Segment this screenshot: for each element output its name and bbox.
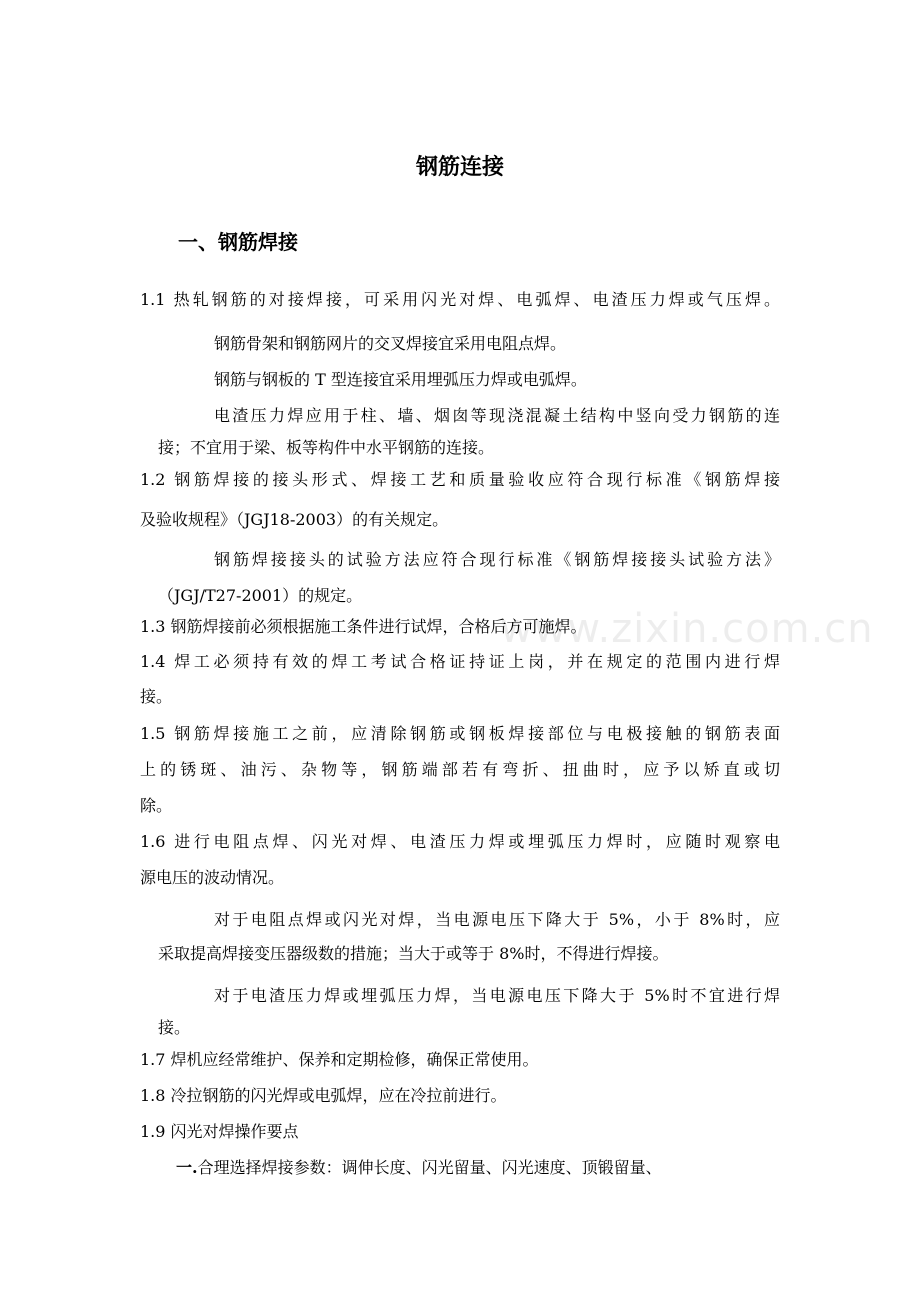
paragraph-line: （JGJ/T27-2001）的规定。 [158, 586, 363, 605]
paragraph-line: 钢筋与钢板的 T 型连接宜采用埋弧压力焊或电弧焊。 [214, 370, 587, 389]
paragraph-line: 1.1 热轧钢筋的对接焊接，可采用闪光对焊、电弧焊、电渣压力焊或气压焊。 [140, 290, 780, 309]
paragraph-line: 采取提高焊接变压器级数的措施；当大于或等于 8%时，不得进行焊接。 [158, 944, 669, 963]
paragraph-line: 上的锈斑、油污、杂物等，钢筋端部若有弯折、扭曲时，应予以矫直或切 [140, 760, 780, 779]
paragraph-line: 1.3 钢筋焊接前必须根据施工条件进行试焊，合格后方可施焊。 [140, 617, 587, 636]
paragraph-line: 1.7 焊机应经常维护、保养和定期检修，确保正常使用。 [140, 1050, 539, 1069]
paragraph-line: 接。 [140, 687, 173, 706]
paragraph-line: 1.6 进行电阻点焊、闪光对焊、电渣压力焊或埋弧压力焊时，应随时观察电 [140, 832, 780, 851]
paragraph-line: 钢筋焊接接头的试验方法应符合现行标准《钢筋焊接接头试验方法》 [214, 550, 780, 569]
paragraph-line: 1.8 冷拉钢筋的闪光焊或电弧焊，应在冷拉前进行。 [140, 1086, 507, 1105]
paragraph-line: 接。 [158, 1018, 191, 1037]
paragraph-line: 1.2 钢筋焊接的接头形式、焊接工艺和质量验收应符合现行标准《钢筋焊接 [140, 470, 780, 489]
paragraph-line: 除。 [140, 796, 173, 815]
paragraph-line [176, 1156, 662, 1180]
paragraph-line: 1.5 钢筋焊接施工之前，应清除钢筋或钢板焊接部位与电极接触的钢筋表面 [140, 724, 780, 743]
paragraph-line: 源电压的波动情况。 [140, 868, 285, 887]
section-heading: 一、钢筋焊接 [178, 230, 298, 254]
paragraph-line: 1.4 焊工必须持有效的焊工考试合格证持证上岗，并在规定的范围内进行焊 [140, 652, 780, 671]
document-title: 钢筋连接 [415, 155, 504, 180]
list-marker: 一. [176, 1158, 198, 1177]
list-item-text: 合理选择焊接参数：调伸长度、闪光留量、闪光速度、顶锻留量、 [197, 1158, 662, 1177]
paragraph-line: 对于电阻点焊或闪光对焊，当电源电压下降大于 5%，小于 8%时，应 [214, 910, 780, 929]
paragraph-line: 1.9 闪光对焊操作要点 [140, 1122, 299, 1141]
paragraph-line: 电渣压力焊应用于柱、墙、烟囱等现浇混凝土结构中竖向受力钢筋的连 [214, 406, 780, 425]
watermark: www.zixin.com.cn [500, 606, 874, 652]
paragraph-line: 钢筋骨架和钢筋网片的交叉焊接宜采用电阻点焊。 [214, 334, 567, 353]
paragraph-line: 及验收规程》（JGJ18-2003）的有关规定。 [140, 510, 449, 529]
paragraph-line: 接；不宜用于梁、板等构件中水平钢筋的连接。 [158, 438, 495, 457]
paragraph-line: 对于电渣压力焊或埋弧压力焊，当电源电压下降大于 5%时不宜进行焊 [214, 986, 780, 1005]
